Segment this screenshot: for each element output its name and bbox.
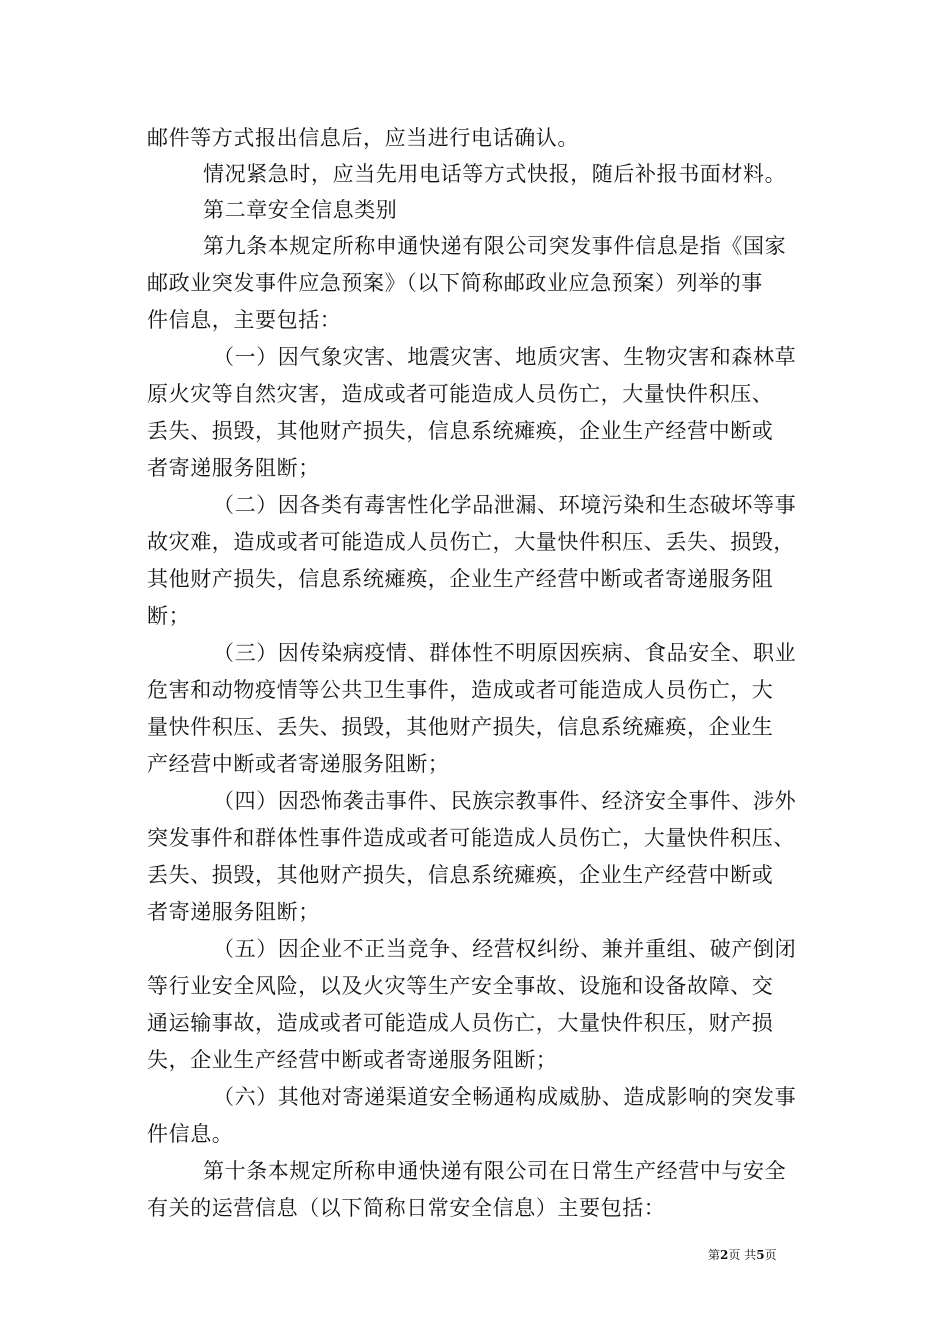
body-line: 原火灾等自然灾害，造成或者可能造成人员伤亡，大量快件积压、	[147, 382, 774, 406]
body-line: （五）因企业不正当竞争、经营权纠纷、兼并重组、破产倒闭	[213, 937, 797, 961]
body-line: 丢失、损毁，其他财产损失，信息系统瘫痪，企业生产经营中断或	[147, 863, 774, 887]
body-line: （六）其他对寄递渠道安全畅通构成威胁、造成影响的突发事	[213, 1085, 797, 1109]
body-line: 有关的运营信息（以下简称日常安全信息）主要包括：	[147, 1196, 666, 1220]
total-page-number: 5	[756, 1248, 765, 1262]
body-line: 量快件积压、丢失、损毁，其他财产损失，信息系统瘫痪，企业生	[147, 715, 774, 739]
body-line: （二）因各类有毒害性化学品泄漏、环境污染和生态破坏等事	[213, 493, 797, 517]
body-line: 件信息。	[147, 1122, 234, 1146]
footer-prefix: 第	[708, 1248, 721, 1262]
body-line: （一）因气象灾害、地震灾害、地质灾害、生物灾害和森林草	[213, 345, 797, 369]
body-line: （三）因传染病疫情、群体性不明原因疾病、食品安全、职业	[213, 641, 797, 665]
body-line: 产经营中断或者寄递服务阻断；	[147, 752, 450, 776]
body-line: 丢失、损毁，其他财产损失，信息系统瘫痪，企业生产经营中断或	[147, 419, 774, 443]
current-page-number: 2	[720, 1248, 729, 1262]
body-line: 故灾难，造成或者可能造成人员伤亡，大量快件积压、丢失、损毁，	[147, 530, 795, 554]
body-line: 邮件等方式报出信息后，应当进行电话确认。	[147, 126, 579, 150]
page-footer	[708, 1247, 777, 1263]
footer-suffix: 页	[764, 1248, 777, 1262]
footer-middle: 页 共	[728, 1248, 757, 1262]
body-line: 第十条本规定所称申通快递有限公司在日常生产经营中与安全	[203, 1159, 787, 1183]
section-heading: 第二章安全信息类别	[203, 198, 398, 222]
body-line: 通运输事故，造成或者可能造成人员伤亡，大量快件积压，财产损	[147, 1011, 774, 1035]
body-line: （四）因恐怖袭击事件、民族宗教事件、经济安全事件、涉外	[213, 789, 797, 813]
body-line: 断；	[147, 604, 191, 628]
body-line: 等行业安全风险，以及火灾等生产安全事故、设施和设备故障、交	[147, 974, 774, 998]
body-line: 失，企业生产经营中断或者寄递服务阻断；	[147, 1048, 558, 1072]
body-line: 件信息，主要包括：	[147, 308, 342, 332]
body-line: 突发事件和群体性事件造成或者可能造成人员伤亡，大量快件积压、	[147, 826, 795, 850]
body-line: 第九条本规定所称申通快递有限公司突发事件信息是指《国家	[203, 234, 787, 258]
body-line: 情况紧急时，应当先用电话等方式快报，随后补报书面材料。	[203, 162, 787, 186]
body-line: 邮政业突发事件应急预案》（以下简称邮政业应急预案）列举的事	[147, 271, 763, 295]
body-line: 危害和动物疫情等公共卫生事件，造成或者可能造成人员伤亡，大	[147, 678, 774, 702]
body-line: 者寄递服务阻断；	[147, 456, 320, 480]
body-line: 其他财产损失，信息系统瘫痪，企业生产经营中断或者寄递服务阻	[147, 567, 774, 591]
body-line: 者寄递服务阻断；	[147, 900, 320, 924]
